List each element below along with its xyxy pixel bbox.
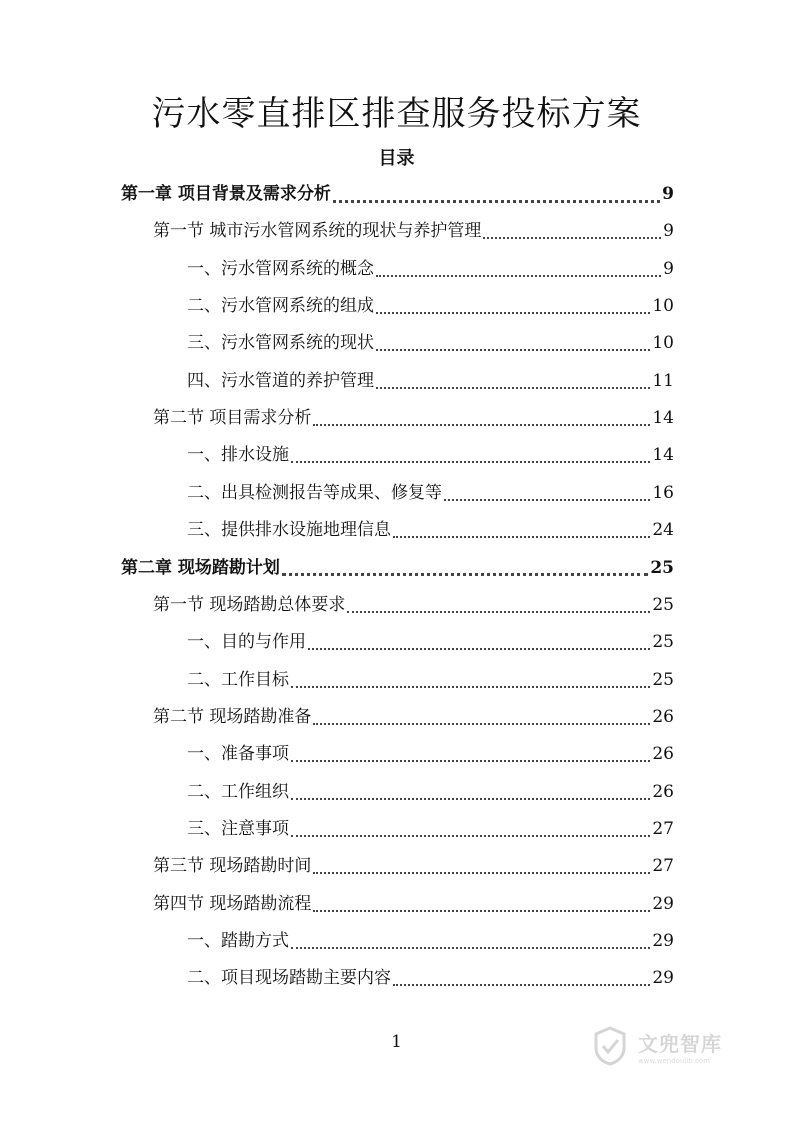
toc-entry-label: 二、项目现场踏勘主要内容	[187, 968, 391, 989]
toc-entry-label: 一、踏勘方式	[187, 931, 289, 951]
toc-entry-page: 25	[652, 669, 674, 690]
toc-leader-dots	[376, 348, 650, 351]
toc-entry-label: 二、污水管网系统的组成	[187, 296, 374, 317]
toc-entry-label: 第一节 现场踏勘总体要求	[153, 594, 346, 615]
toc-leader-dots	[376, 274, 661, 277]
toc-entry-label: 一、排水设施	[187, 445, 289, 466]
toc-leader-dots	[308, 647, 650, 650]
toc-leader-dots	[333, 199, 660, 203]
toc-entry-page: 9	[662, 184, 674, 204]
toc-leader-dots	[282, 572, 648, 576]
toc-entry-page: 27	[652, 818, 674, 839]
toc-entry-label: 第一节 城市污水管网系统的现状与养护管理	[153, 221, 482, 242]
toc-entry[interactable]	[153, 213, 674, 250]
toc-entry-label: 二、出具检测报告等成果、修复等	[187, 482, 442, 503]
toc-entry-page: 11	[652, 370, 674, 391]
toc-entry-page: 29	[652, 893, 674, 914]
toc-entry[interactable]	[187, 736, 674, 773]
toc-leader-dots	[393, 535, 650, 538]
toc-entry-label: 一、污水管网系统的概念	[187, 258, 374, 279]
toc-entry-label: 三、注意事项	[187, 818, 289, 839]
toc-leader-dots	[376, 311, 650, 314]
toc-leader-dots	[313, 909, 650, 912]
toc-leader-dots	[313, 423, 650, 426]
toc-entry[interactable]	[187, 363, 674, 400]
toc-entry[interactable]	[187, 662, 674, 699]
toc-leader-dots	[291, 946, 650, 949]
toc-entry[interactable]	[121, 550, 674, 587]
toc-leader-dots	[291, 759, 650, 762]
toc-leader-dots	[347, 610, 650, 613]
toc-entry[interactable]	[187, 288, 674, 325]
toc-entry[interactable]	[153, 699, 674, 736]
watermark-name: 文兜智库	[638, 1031, 722, 1056]
watermark-url: www.wendoulib.com	[638, 1056, 710, 1065]
toc-entry[interactable]	[187, 325, 674, 362]
toc-entry[interactable]	[187, 624, 674, 661]
toc-entry[interactable]	[153, 587, 674, 624]
toc-leader-dots	[291, 460, 650, 463]
toc-entry[interactable]	[187, 774, 674, 811]
toc-entry-page: 26	[652, 781, 674, 802]
toc-entry-page: 26	[652, 706, 674, 727]
toc-entry-page: 26	[652, 744, 674, 765]
toc-leader-dots	[291, 834, 650, 837]
toc-entry-label: 一、准备事项	[187, 744, 289, 765]
toc-entry-page: 10	[652, 333, 674, 354]
toc-entry-label: 三、污水管网系统的现状	[187, 333, 374, 354]
toc-entry[interactable]	[187, 811, 674, 848]
toc-heading: 目录	[378, 148, 415, 169]
toc-entry-label: 第二节 现场踏勘准备	[153, 706, 312, 727]
watermark	[588, 1018, 758, 1074]
toc-entry-page: 29	[652, 931, 674, 951]
toc-entry[interactable]	[153, 848, 674, 885]
toc-entry-label: 第三节 现场踏勘时间	[153, 856, 312, 877]
toc-entry[interactable]	[187, 960, 674, 997]
toc-entry-label: 二、工作组织	[187, 781, 289, 802]
toc-entry-page: 25	[652, 594, 674, 615]
toc-entry-page: 14	[652, 408, 674, 429]
toc-entry-page: 16	[652, 482, 674, 503]
toc-entry-page: 25	[652, 632, 674, 653]
toc-leader-dots	[313, 722, 650, 725]
toc-leader-dots	[313, 871, 650, 874]
document-title: 污水零直排区排查服务投标方案	[151, 94, 642, 134]
toc-entry[interactable]	[121, 176, 674, 213]
toc-leader-dots	[291, 685, 650, 688]
toc-entry[interactable]	[187, 512, 674, 549]
toc-entry[interactable]	[187, 475, 674, 512]
toc-entry-label: 第二章 现场踏勘计划	[121, 557, 280, 578]
toc-entry-page: 27	[652, 856, 674, 877]
toc-entry-label: 一、目的与作用	[187, 632, 306, 653]
toc-leader-dots	[291, 797, 650, 800]
toc-entry-page: 14	[652, 445, 674, 466]
toc-entry-label: 第一章 项目背景及需求分析	[121, 184, 331, 204]
toc-entry-label: 二、工作目标	[187, 669, 289, 690]
toc-entry-page: 24	[652, 520, 674, 541]
toc-entry[interactable]	[187, 923, 674, 960]
toc-leader-dots	[444, 498, 650, 501]
toc-leader-dots	[376, 386, 650, 389]
toc-entry-page: 29	[652, 968, 674, 989]
toc-entry[interactable]	[187, 437, 674, 474]
wendou-logo-icon	[588, 1024, 632, 1068]
toc-entry-page: 9	[663, 258, 674, 279]
toc-entry-label: 第二节 项目需求分析	[153, 408, 312, 429]
toc-leader-dots	[393, 983, 650, 986]
toc-entry[interactable]	[153, 400, 674, 437]
toc-entry-page: 10	[652, 296, 674, 317]
toc-leader-dots	[483, 236, 661, 239]
toc-entry-page: 9	[663, 221, 674, 242]
toc-entry-label: 四、污水管道的养护管理	[187, 370, 374, 391]
toc-entry-label: 第四节 现场踏勘流程	[153, 893, 312, 914]
toc-entry-label: 三、提供排水设施地理信息	[187, 520, 391, 541]
toc-entry-page: 25	[650, 557, 674, 578]
page-number: 1	[391, 1032, 402, 1052]
toc-entry[interactable]	[187, 251, 674, 288]
toc-entry[interactable]	[153, 886, 674, 923]
